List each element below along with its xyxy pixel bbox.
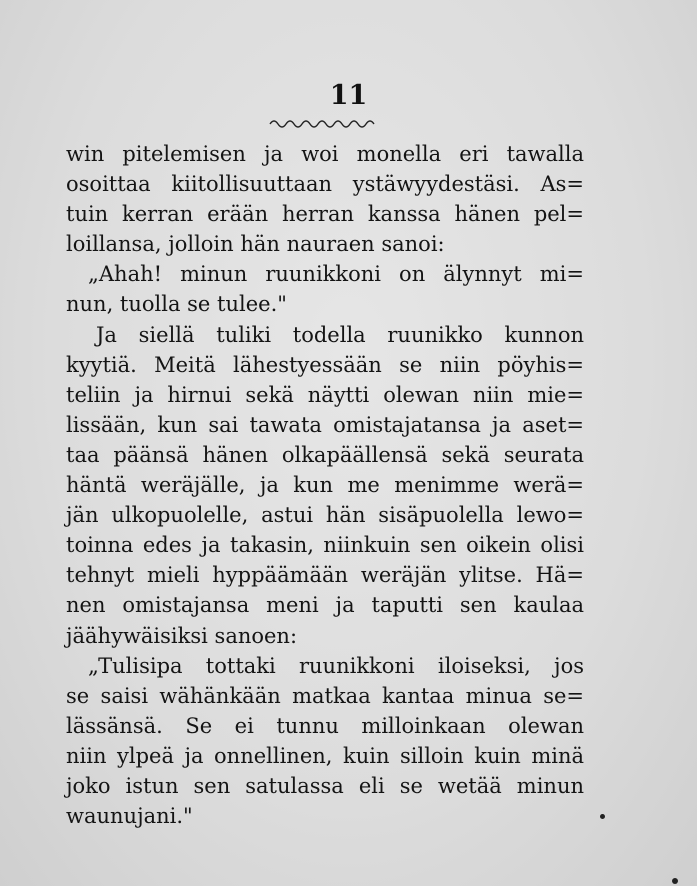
text-line: jäähywäisiksi sanoen:	[66, 623, 298, 648]
text-line: häntä weräjälle, ja kun me menimme werä=	[66, 473, 584, 498]
body-text	[66, 139, 584, 831]
text-line: loillansa, jolloin hän nauraen sanoi:	[66, 232, 445, 257]
text-line: tehnyt mieli hyppäämään weräjän ylitse. Hä=	[66, 563, 584, 588]
text-line: nun, tuolla se tulee."	[66, 292, 287, 317]
text-line: nen omistajansa meni ja taputti sen kaulaa	[66, 593, 584, 618]
text-line: „Tulisipa tottaki ruunikkoni iloiseksi, jos	[88, 653, 584, 678]
text-line: tuin kerran erään herran kanssa hänen pel=	[66, 202, 584, 227]
text-line: teliin ja hirnui sekä näytti olewan niin mie=	[66, 382, 584, 407]
text-line: „Ahah! minun ruunikkoni on älynnyt mi=	[88, 262, 584, 287]
text-line: se saisi wähänkään matkaa kantaa minua se=	[66, 683, 584, 708]
wave-ornament	[268, 116, 378, 128]
text-line: lissään, kun sai tawata omistajatansa ja aset=	[66, 412, 584, 437]
text-line: jän ulkopuolelle, astui hän sisäpuolella lewo=	[66, 503, 584, 528]
text-line: Ja siellä tuliki todella ruunikko kunnon	[96, 322, 584, 347]
text-line: joko istun sen satulassa eli se wetää minun	[66, 773, 584, 798]
ink-speck	[600, 814, 605, 819]
text-line: niin ylpeä ja onnellinen, kuin silloin kuin minä	[66, 743, 584, 768]
page-number: 11	[329, 80, 368, 111]
text-line: win pitelemisen ja woi monella eri tawalla	[66, 142, 584, 166]
text-line: waunujani."	[66, 804, 193, 829]
text-line: toinna edes ja takasin, niinkuin sen oikein olisi	[66, 533, 584, 558]
text-line: taa päänsä hänen olkapäällensä sekä seurata	[66, 442, 584, 467]
ink-speck	[672, 878, 678, 884]
text-line: lässänsä. Se ei tunnu milloinkaan olewan	[66, 713, 584, 738]
text-line: kyytiä. Meitä lähestyessään se niin pöyhis=	[66, 352, 584, 377]
text-line: osoittaa kiitollisuuttaan ystäwyydestäsi. As=	[66, 172, 584, 197]
